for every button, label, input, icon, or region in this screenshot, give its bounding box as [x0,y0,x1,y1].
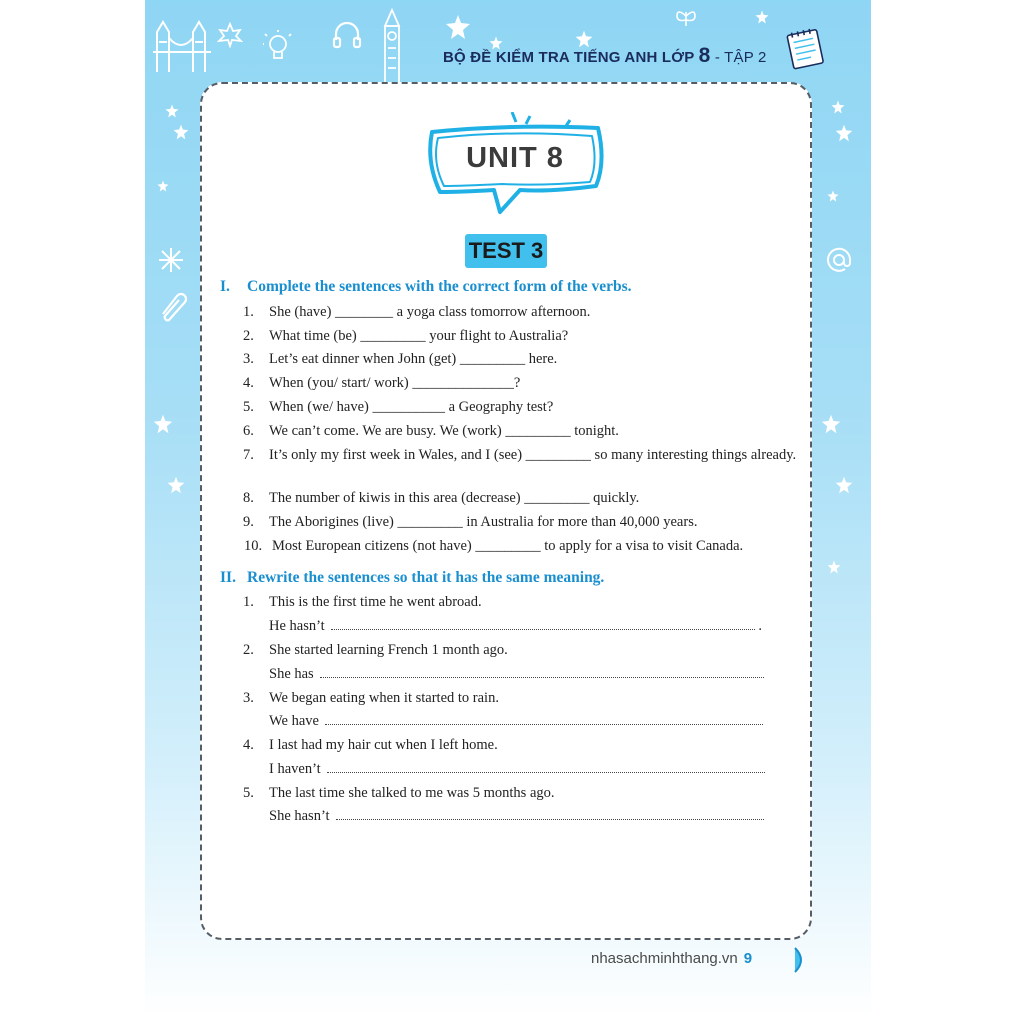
question-number: 10. [244,538,263,554]
grade-number: 8 [698,44,711,67]
star-icon [827,560,841,574]
answer-prompt: She has [269,666,314,682]
question-text: It’s only my first week in Wales, and I (see) _________ so many interesting things already. [269,447,797,463]
star-icon [445,14,471,40]
page-footer [591,950,752,967]
star-icon [165,104,179,118]
section-1-title-text: Complete the sentences with the correct form of the verbs. [247,278,632,295]
dotted-line [336,815,764,820]
clock-tower-icon [377,8,407,86]
question-number: 5. [243,785,254,801]
question-number: 3. [243,351,254,367]
section-1-numeral: I. [220,278,230,295]
unit-banner [420,112,610,218]
question-number: 2. [243,328,254,344]
series-title [443,44,773,68]
publisher-site: nhasachminhthang.vn [591,950,738,967]
question-text: We can’t come. We are busy. We (work) _________ tonight. [269,423,619,439]
question-number: 4. [243,737,254,753]
leaf-icon [217,22,243,48]
page-number: 9 [743,950,753,967]
page-tab-icon [793,946,809,974]
unit-title: UNIT 8 [466,142,564,174]
dotted-line [325,720,763,725]
answer-line-2-5 [269,806,764,826]
question-text: We began eating when it started to rain. [269,690,499,706]
question-text: The number of kiwis in this area (decrease) _________ quickly. [269,490,640,506]
answer-prompt: We have [269,713,319,729]
star-icon [835,124,853,142]
answer-line-2-1 [269,616,762,636]
answer-line-2-3 [269,711,763,731]
question-text: What time (be) _________ your flight to Australia? [269,328,569,344]
question-text: The last time she talked to me was 5 months ago. [269,785,555,801]
test-title: TEST 3 [465,234,547,268]
section-2-title [220,569,604,587]
star-icon [167,476,185,494]
question-number: 2. [243,642,254,658]
star-icon [755,10,769,24]
question-number: 7. [243,447,254,463]
notepad-icon [785,26,827,70]
question-number: 5. [243,399,254,415]
question-number: 4. [243,375,254,391]
butterfly-icon [675,8,697,28]
paperclip-icon [155,290,189,324]
section-2-numeral: II. [220,569,236,586]
series-title-text: BỘ ĐỀ KIỂM TRA TIẾNG ANH LỚP [443,49,695,66]
question-text: Most European citizens (not have) _________ to apply for a visa to visit Canada. [272,538,744,554]
lightbulb-icon [263,30,293,64]
answer-prompt: I haven’t [269,761,321,777]
volume-label: TẬP 2 [724,49,767,66]
answer-prompt: He hasn’t [269,618,325,634]
section-1-title [220,278,632,296]
snowflake-icon [157,246,185,274]
section-2-title-text: Rewrite the sentences so that it has the same meaning. [247,569,605,586]
at-sign-icon [825,246,853,274]
question-text: She started learning French 1 month ago. [269,642,508,658]
star-icon [157,180,169,192]
question-text: I last had my hair cut when I left home. [269,737,498,753]
dotted-line [320,673,764,678]
question-number: 3. [243,690,254,706]
dotted-line [327,768,765,773]
answer-end: . [754,618,762,634]
bridge-icon [153,18,211,74]
star-icon [835,476,853,494]
question-number: 1. [243,304,254,320]
star-icon [827,190,839,202]
question-text: When (you/ start/ work) ______________? [269,375,521,391]
title-separator: - [710,49,725,66]
question-text: She (have) ________ a yoga class tomorrow afternoon. [269,304,591,320]
dotted-line [331,625,755,630]
answer-prompt: She hasn’t [269,808,330,824]
star-icon [153,414,173,434]
question-number: 6. [243,423,254,439]
star-icon [173,124,189,140]
star-icon [831,100,845,114]
answer-line-2-4 [269,759,765,779]
headphones-icon [331,18,363,50]
question-text: When (we/ have) __________ a Geography test? [269,399,554,415]
question-text: Let’s eat dinner when John (get) _________ here. [269,351,558,367]
star-icon [821,414,841,434]
question-number: 8. [243,490,254,506]
question-number: 1. [243,594,254,610]
question-text: This is the first time he went abroad. [269,594,482,610]
question-text: The Aborigines (live) _________ in Australia for more than 40,000 years. [269,514,698,530]
answer-line-2-2 [269,664,764,684]
question-number: 9. [243,514,254,530]
